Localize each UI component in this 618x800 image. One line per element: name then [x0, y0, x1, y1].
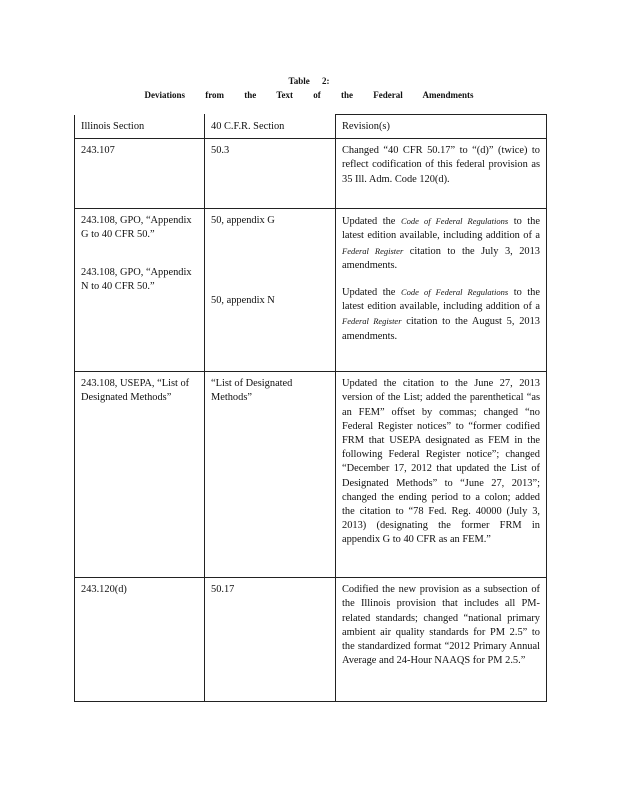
cell-illinois-section-appendix-g: 243.108, GPO, “Appendix G to 40 CFR 50.” [81, 215, 192, 241]
cell-cfr-section [205, 209, 336, 372]
cell-cfr-appendix-n: 50, appendix N [211, 295, 275, 307]
revision-appendix-n [342, 285, 540, 344]
cell-cfr-section: 50.3 [205, 139, 336, 209]
deviations-table [74, 114, 547, 702]
cell-illinois-section-appendix-n: 243.108, GPO, “Appendix N to 40 CFR 50.” [81, 266, 192, 292]
table-row [75, 372, 547, 578]
cell-revision: Updated the citation to the June 27, 2013 version of the List; added the parenthetical “as an FEM” offset by commas; changed “no Federal Register notices” to “former codified FRM that USEPA designated as FEM in the following Federal Register notice”; changed “December 17, 2012 that updated the List of Designated Methods” to “June 27, 2013”; changed the ending period to a colon; added the citation to “78 Fed. Reg. 40000 (July 3, 2013) (designating the former FRM in appendix G to 40 CFR as an FEM.” [336, 372, 547, 578]
revision-text: to the latest edition available, including addition of a [342, 216, 540, 242]
cell-illinois-section: 243.120(d) [75, 578, 205, 702]
revision-italic-fr: Federal Register [342, 316, 402, 327]
table-row [75, 139, 547, 209]
cell-cfr-appendix-g: 50, appendix G [211, 215, 275, 227]
cell-revision: Codified the new provision as a subsection of the Illinois provision that includes all PM-related standards; changed “national primary ambient air quality standards for PM 2.5” to the standardized format “2012 Primary Annual Average and 24-Hour NAAQS for PM 2.5.” [336, 578, 547, 702]
table-header-row [75, 115, 547, 139]
cell-cfr-section: “List of Designated Methods” [205, 372, 336, 578]
revision-text: citation to the August 5, 2013 amendments. [342, 316, 540, 342]
revision-italic-fr: Federal Register [342, 245, 404, 256]
revision-text: citation to the July 3, 2013 amendments. [342, 245, 540, 271]
revision-italic-cfr: Code of Federal Regulations [400, 287, 509, 298]
cell-illinois-section: 243.107 [75, 139, 205, 209]
table-row [75, 578, 547, 702]
revision-italic-cfr: Code of Federal Regulations [400, 216, 509, 227]
table-caption-number: Table 2: [288, 76, 330, 86]
revision-text: Updated the [342, 287, 401, 299]
cell-cfr-section: 50.17 [205, 578, 336, 702]
header-cfr-section: 40 C.F.R. Section [205, 115, 336, 139]
revision-text: Updated the [342, 216, 401, 228]
header-illinois-section: Illinois Section [75, 115, 205, 139]
cell-illinois-section: 243.108, USEPA, “List of Designated Methods” [75, 372, 205, 578]
revision-appendix-g [342, 216, 540, 271]
revision-text: to the latest edition available, including addition of a [342, 287, 540, 313]
table-row [75, 209, 547, 372]
cell-revision [336, 209, 547, 372]
table-caption-title: Deviations from the Text of the Federal Amendments [144, 90, 474, 100]
cell-revision: Changed “40 CFR 50.17” to “(d)” (twice) to reflect codification of this federal provision as 35 Ill. Adm. Code 120(d). [336, 139, 547, 209]
cell-illinois-section [75, 209, 205, 372]
header-revisions: Revision(s) [336, 115, 547, 139]
